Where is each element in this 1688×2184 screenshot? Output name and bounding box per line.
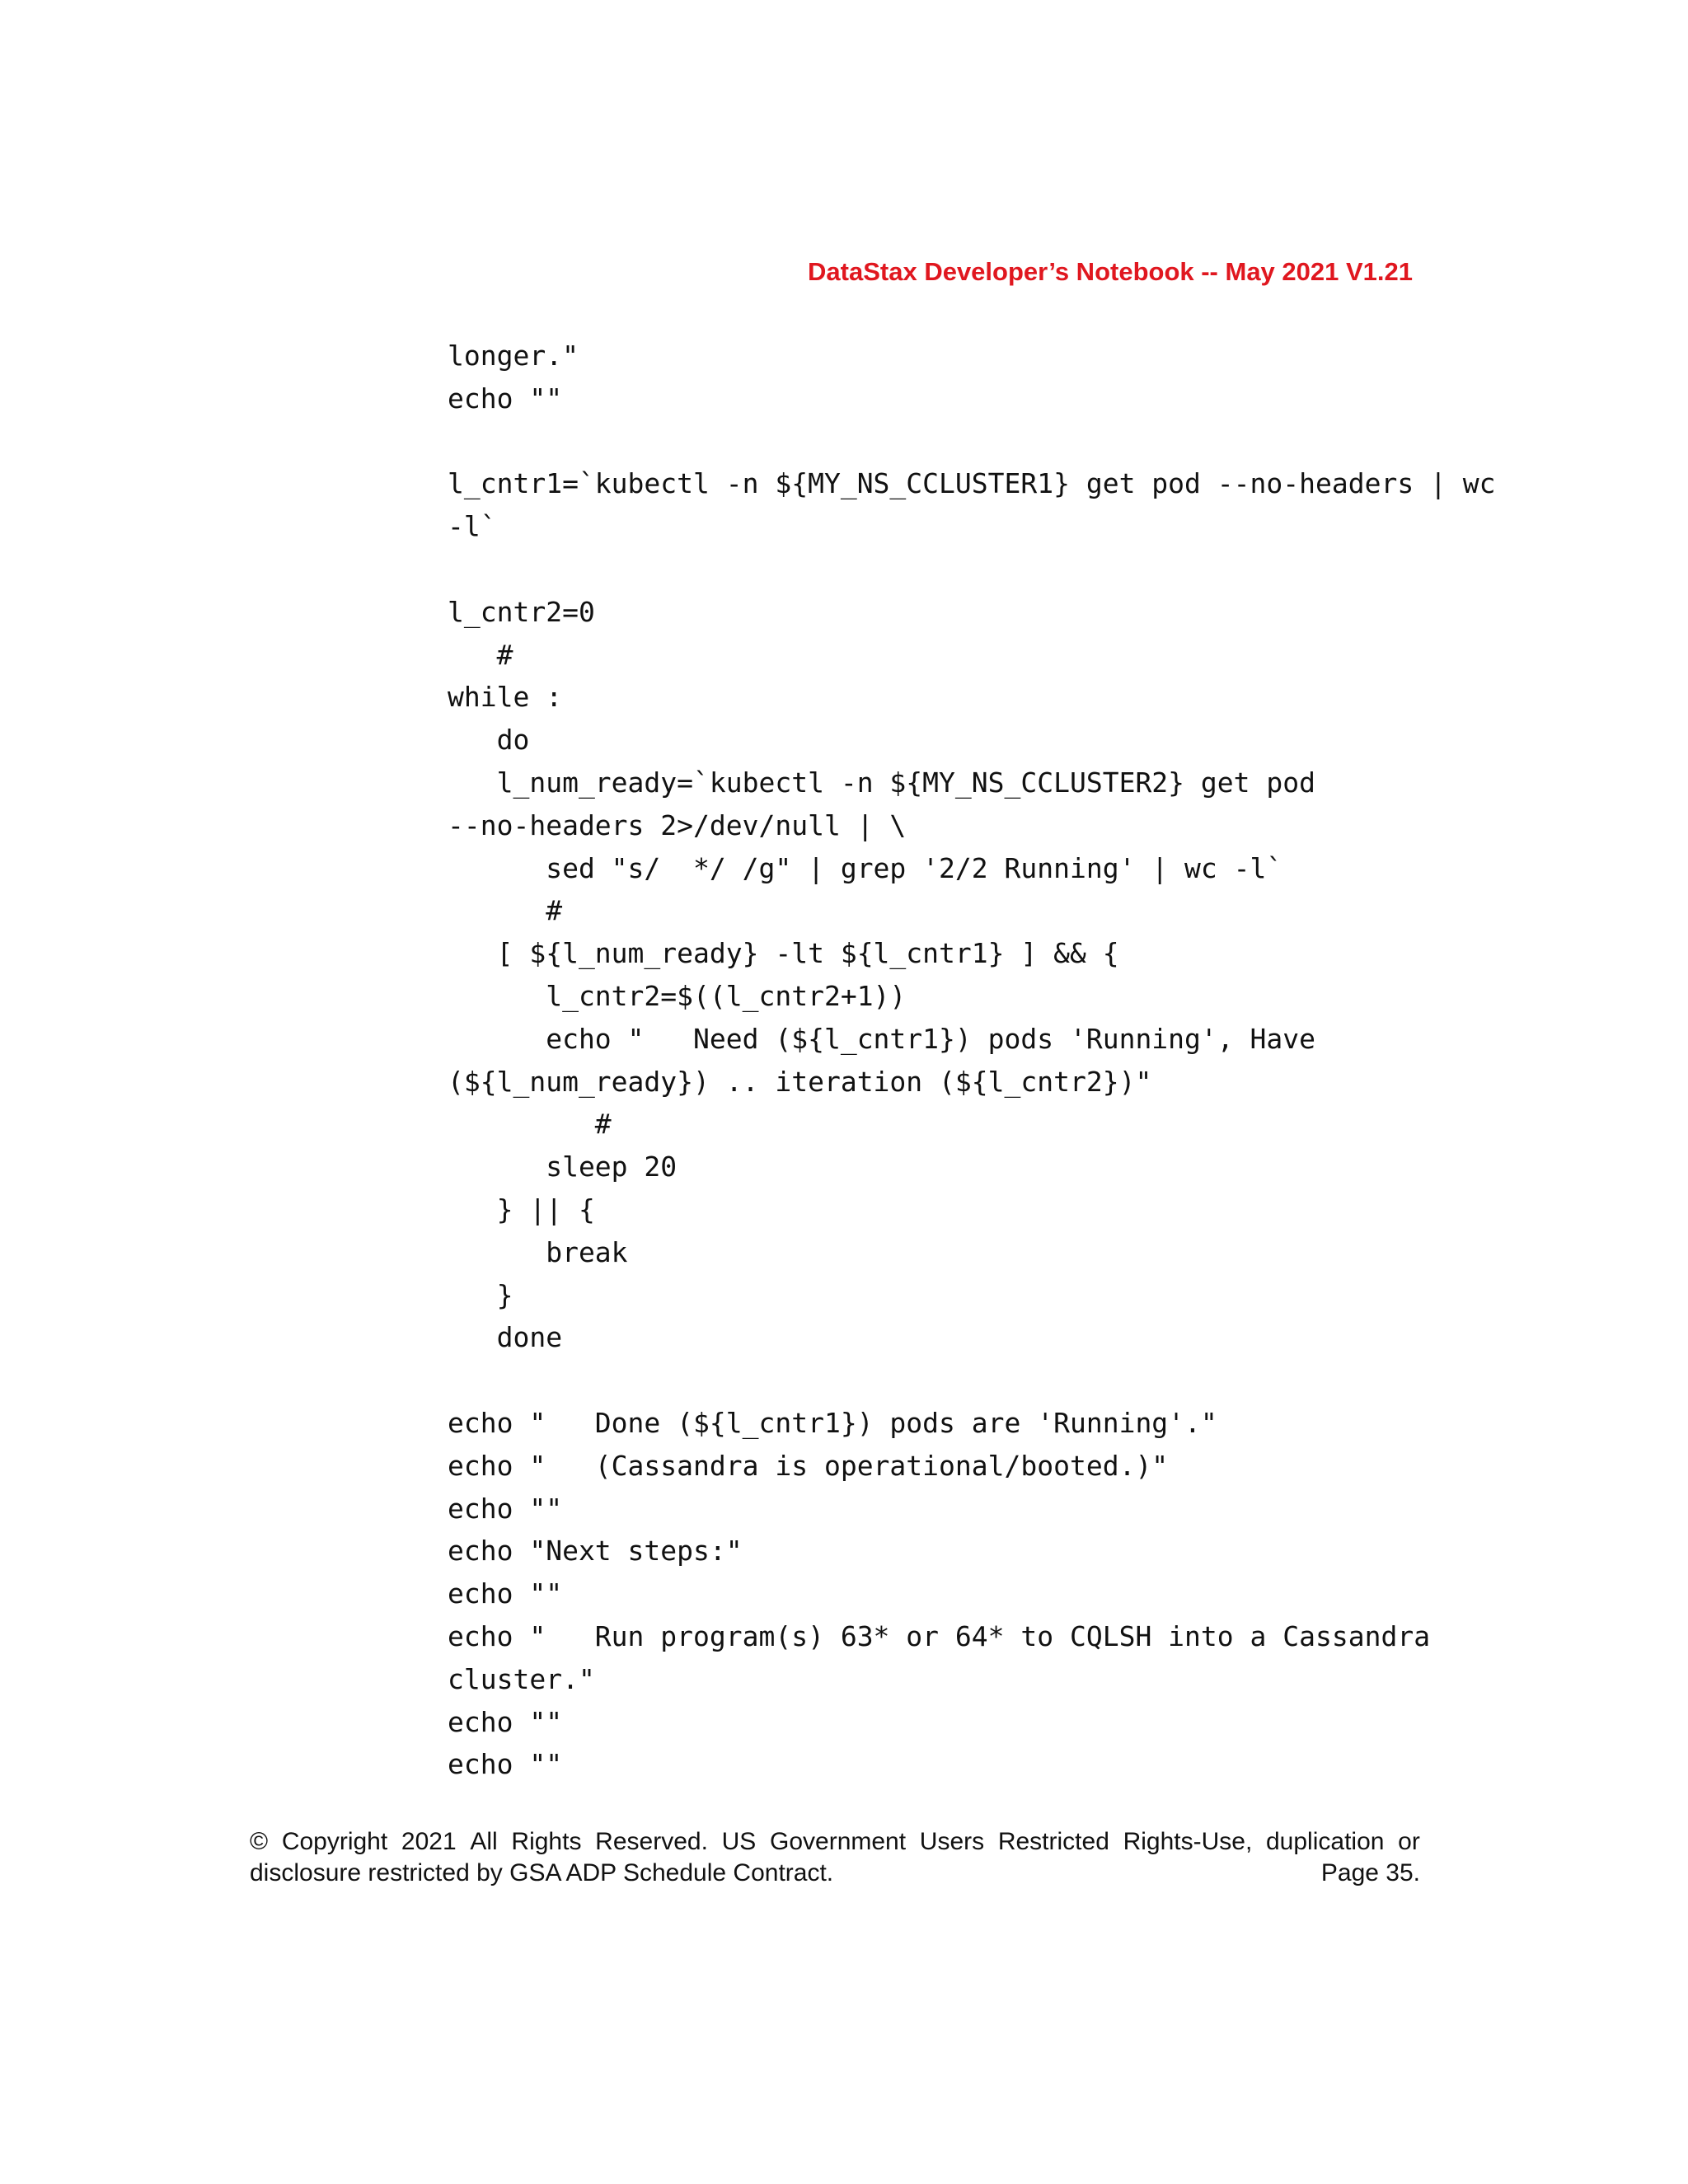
code-line: longer." [448, 340, 579, 372]
page-header-title: DataStax Developer’s Notebook -- May 2021 V1.21 [808, 257, 1413, 286]
copyright-word: 2021 [401, 1828, 457, 1855]
code-line: } [448, 1278, 513, 1311]
copyright-word: Users [919, 1828, 985, 1855]
code-line: (${l_num_ready}) .. iteration (${l_cntr2})" [448, 1065, 1152, 1098]
code-line: cluster." [448, 1662, 595, 1695]
code-line: echo " (Cassandra is operational/booted.)" [448, 1449, 1169, 1482]
copyright-notice-continued: disclosure restricted by GSA ADP Schedule Contract. [250, 1859, 834, 1886]
code-line: while : [448, 681, 563, 714]
code-line: --no-headers 2>/dev/null | \ [448, 808, 907, 841]
copyright-word: Reserved. [595, 1828, 708, 1855]
copyright-word: Rights-Use, [1123, 1828, 1253, 1855]
code-line: sleep 20 [448, 1151, 678, 1183]
page-number: Page 35. [1320, 1859, 1420, 1886]
copyright-word: Rights [511, 1828, 582, 1855]
code-line [448, 420, 1420, 463]
copyright-word: or [1398, 1828, 1420, 1855]
code-line [448, 548, 1420, 591]
code-line: echo " Need (${l_cntr1}) pods 'Running', Have [448, 1022, 1315, 1055]
code-line: } || { [448, 1193, 595, 1226]
copyright-word: All [470, 1828, 498, 1855]
copyright-word: Copyright [281, 1828, 388, 1855]
copyright-word: Restricted [997, 1828, 1109, 1855]
code-line: echo "" [448, 382, 563, 415]
code-line: echo " Done (${l_cntr1}) pods are 'Running'." [448, 1406, 1217, 1439]
code-line: done [448, 1321, 563, 1354]
code-line: echo "" [448, 1577, 563, 1610]
code-line: -l` [448, 510, 497, 543]
code-line: [ ${l_num_ready} -lt ${l_cntr1} ] && { [448, 937, 1119, 970]
page-footer [250, 1826, 1420, 1889]
copyright-word: US [721, 1828, 757, 1855]
code-line: echo "" [448, 1748, 563, 1781]
code-line: # [448, 1108, 612, 1141]
code-line: do [448, 724, 530, 757]
copyright-word: Government [770, 1828, 907, 1855]
code-line: echo " Run program(s) 63* or 64* to CQLSH into a Cassandra [448, 1619, 1431, 1652]
code-line: l_cntr2=$((l_cntr2+1)) [448, 979, 907, 1012]
code-line: # [448, 894, 563, 927]
footer-line-2 [250, 1858, 1420, 1889]
code-line: break [448, 1235, 628, 1268]
code-line: # [448, 638, 513, 671]
code-line: l_num_ready=`kubectl -n ${MY_NS_CCLUSTER2} get pod [448, 766, 1315, 799]
code-line [448, 1359, 1420, 1402]
code-line: echo "Next steps:" [448, 1535, 743, 1568]
code-line: l_cntr2=0 [448, 595, 595, 628]
code-line: l_cntr1=`kubectl -n ${MY_NS_CCLUSTER1} get pod --no-headers | wc [448, 467, 1496, 500]
code-line: echo "" [448, 1705, 563, 1738]
code-listing [448, 335, 1496, 1786]
copyright-word: duplication [1266, 1828, 1385, 1855]
code-line: sed "s/ */ /g" | grep '2/2 Running' | wc -l` [448, 851, 1283, 884]
copyright-word: © [250, 1828, 269, 1855]
code-line: echo "" [448, 1492, 563, 1525]
copyright-notice [250, 1826, 1420, 1858]
